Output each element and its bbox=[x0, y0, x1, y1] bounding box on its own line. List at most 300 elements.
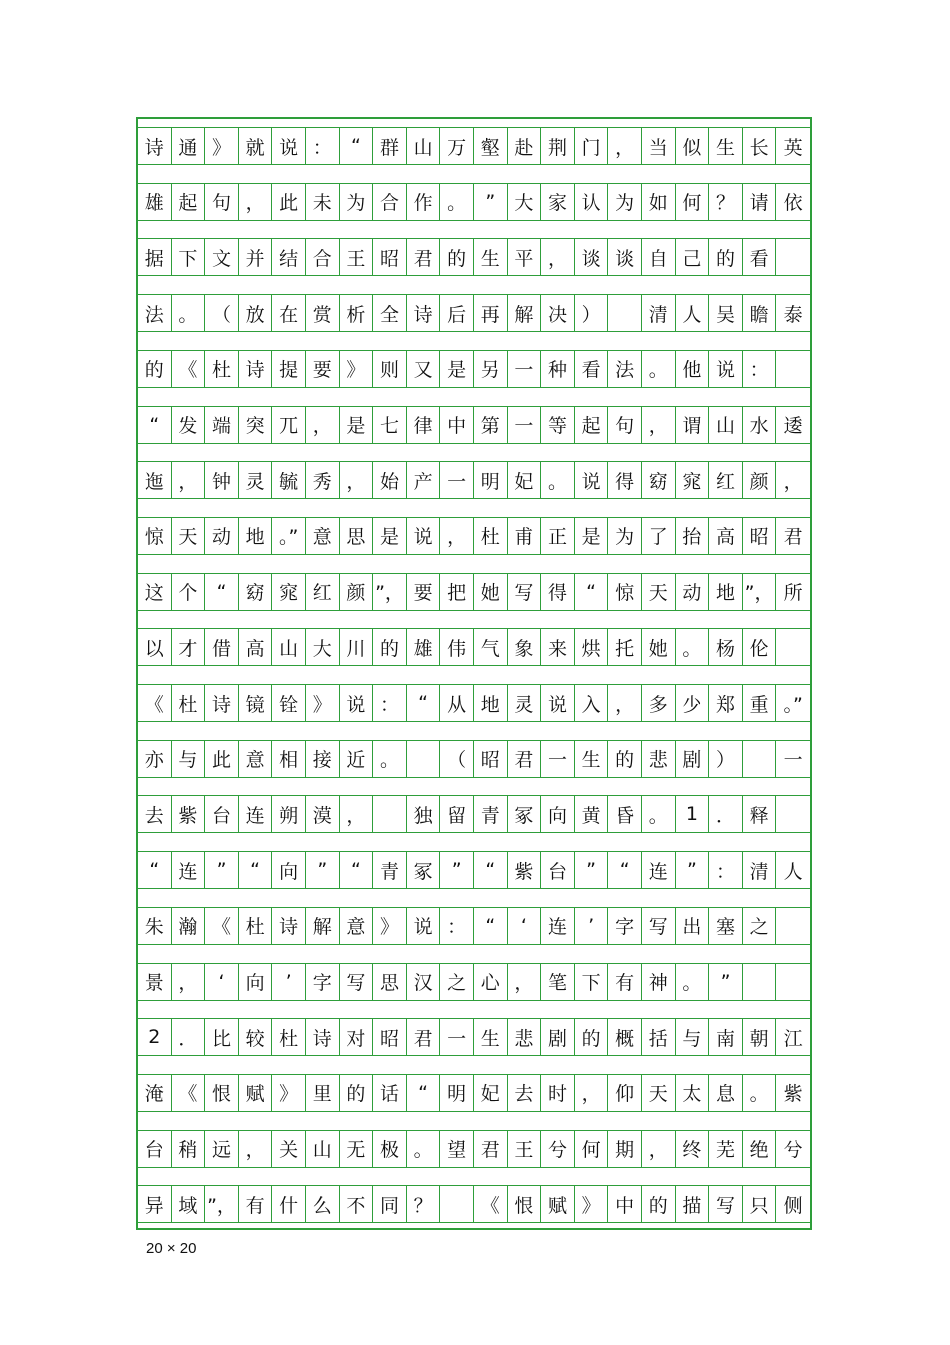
grid-cell: 瞻 bbox=[743, 294, 777, 332]
grid-row bbox=[138, 1130, 810, 1168]
grid-row bbox=[138, 1074, 810, 1112]
grid-cell: 。 bbox=[373, 740, 407, 778]
grid-cell: 解 bbox=[508, 294, 542, 332]
grid-cell: ： bbox=[709, 851, 743, 889]
grid-cell: 异 bbox=[138, 1185, 172, 1223]
grid-cell: 作 bbox=[407, 183, 441, 221]
grid-cell: 高 bbox=[709, 517, 743, 555]
grid-cell: 亦 bbox=[138, 740, 172, 778]
grid-cell: ， bbox=[172, 461, 206, 499]
grid-size-label: 20 × 20 bbox=[146, 1240, 197, 1257]
grid-row bbox=[138, 963, 810, 1001]
grid-row bbox=[138, 350, 810, 388]
grid-cell: 的 bbox=[575, 1018, 609, 1056]
grid-cell bbox=[776, 350, 810, 388]
grid-cell: 是 bbox=[440, 350, 474, 388]
grid-cell: ， bbox=[239, 183, 273, 221]
grid-cell: 所 bbox=[776, 573, 810, 611]
grid-cell: 大 bbox=[508, 183, 542, 221]
grid-cell: 天 bbox=[172, 517, 206, 555]
grid-cell: 明 bbox=[474, 461, 508, 499]
grid-cell: ． bbox=[709, 795, 743, 833]
grid-cell: 以 bbox=[138, 628, 172, 666]
grid-cell bbox=[743, 963, 777, 1001]
grid-cell: 景 bbox=[138, 963, 172, 1001]
grid-cell: 借 bbox=[205, 628, 239, 666]
grid-cell: 惊 bbox=[138, 517, 172, 555]
grid-cell: 何 bbox=[575, 1130, 609, 1168]
grid-cell: 长 bbox=[743, 127, 777, 165]
grid-cell: 什 bbox=[272, 1185, 306, 1223]
grid-cell: 气 bbox=[474, 628, 508, 666]
grid-cell: 兮 bbox=[776, 1130, 810, 1168]
grid-row bbox=[138, 127, 810, 165]
grid-cell: 话 bbox=[373, 1074, 407, 1112]
grid-cell: “ bbox=[138, 406, 172, 444]
grid-cell: 则 bbox=[373, 350, 407, 388]
grid-cell: 钟 bbox=[205, 461, 239, 499]
grid-cell: 全 bbox=[373, 294, 407, 332]
grid-cell: 王 bbox=[340, 238, 374, 276]
grid-cell: 较 bbox=[239, 1018, 273, 1056]
grid-cell: 后 bbox=[440, 294, 474, 332]
grid-cell: 么 bbox=[306, 1185, 340, 1223]
grid-cell: 川 bbox=[340, 628, 374, 666]
grid-cell: 伦 bbox=[743, 628, 777, 666]
grid-cell: 《 bbox=[138, 684, 172, 722]
grid-cell: 的 bbox=[373, 628, 407, 666]
grid-cell: 提 bbox=[272, 350, 306, 388]
grid-cell: ， bbox=[440, 517, 474, 555]
grid-cell: “ bbox=[575, 573, 609, 611]
grid-cell: 门 bbox=[575, 127, 609, 165]
grid-cell: 入 bbox=[575, 684, 609, 722]
grid-cell: 生 bbox=[474, 1018, 508, 1056]
grid-cell: 说 bbox=[709, 350, 743, 388]
grid-cell: 惊 bbox=[608, 573, 642, 611]
grid-cell: 恨 bbox=[205, 1074, 239, 1112]
grid-cell: 的 bbox=[709, 238, 743, 276]
grid-cell: 了 bbox=[642, 517, 676, 555]
grid-cell: 诗 bbox=[272, 907, 306, 945]
grid-cell: 人 bbox=[676, 294, 710, 332]
grid-cell: 君 bbox=[474, 1130, 508, 1168]
grid-cell: 结 bbox=[272, 238, 306, 276]
grid-cell: 产 bbox=[407, 461, 441, 499]
grid-cell: 的 bbox=[440, 238, 474, 276]
grid-cell: 之 bbox=[743, 907, 777, 945]
grid-cell: 妃 bbox=[474, 1074, 508, 1112]
grid-cell: ” bbox=[205, 851, 239, 889]
grid-cell: 法 bbox=[608, 350, 642, 388]
grid-cell: 《 bbox=[172, 1074, 206, 1112]
grid-cell: 括 bbox=[642, 1018, 676, 1056]
grid-cell: 一 bbox=[541, 740, 575, 778]
grid-cell: 冢 bbox=[508, 795, 542, 833]
grid-row bbox=[138, 628, 810, 666]
grid-cell: ” bbox=[440, 851, 474, 889]
grid-row bbox=[138, 684, 810, 722]
grid-cell: “ bbox=[205, 573, 239, 611]
grid-cell: “ bbox=[239, 851, 273, 889]
grid-cell: 谈 bbox=[575, 238, 609, 276]
grid-cell: 起 bbox=[172, 183, 206, 221]
grid-cell: 秀 bbox=[306, 461, 340, 499]
grid-cell: 不 bbox=[340, 1185, 374, 1223]
grid-cell: 君 bbox=[508, 740, 542, 778]
grid-cell: 》 bbox=[575, 1185, 609, 1223]
grid-cell: 句 bbox=[608, 406, 642, 444]
grid-cell: 天 bbox=[642, 1074, 676, 1112]
grid-cell: 要 bbox=[407, 573, 441, 611]
grid-cell: 只 bbox=[743, 1185, 777, 1223]
grid-cell: 向 bbox=[541, 795, 575, 833]
grid-cell: “ bbox=[340, 851, 374, 889]
grid-cell: 悲 bbox=[642, 740, 676, 778]
grid-cell: 依 bbox=[776, 183, 810, 221]
grid-cell: 正 bbox=[541, 517, 575, 555]
grid-cell: 昭 bbox=[743, 517, 777, 555]
grid-cell: 是 bbox=[373, 517, 407, 555]
grid-cell: 窕 bbox=[272, 573, 306, 611]
grid-cell: 留 bbox=[440, 795, 474, 833]
grid-cell: 比 bbox=[205, 1018, 239, 1056]
grid-cell: 相 bbox=[272, 740, 306, 778]
grid-cell: 烘 bbox=[575, 628, 609, 666]
grid-cell: 朝 bbox=[743, 1018, 777, 1056]
grid-cell bbox=[440, 1185, 474, 1223]
grid-cell: ， bbox=[306, 406, 340, 444]
grid-cell: 请 bbox=[743, 183, 777, 221]
grid-cell: 泰 bbox=[776, 294, 810, 332]
grid-cell: ‘ bbox=[508, 907, 542, 945]
grid-cell: 谓 bbox=[676, 406, 710, 444]
grid-cell: 何 bbox=[676, 183, 710, 221]
grid-cell: 剧 bbox=[676, 740, 710, 778]
grid-cell: 域 bbox=[172, 1185, 206, 1223]
grid-cell: 诗 bbox=[407, 294, 441, 332]
grid-cell: 昭 bbox=[373, 238, 407, 276]
grid-row bbox=[138, 795, 810, 833]
grid-cell: 无 bbox=[340, 1130, 374, 1168]
grid-cell: 独 bbox=[407, 795, 441, 833]
grid-cell: ， bbox=[642, 406, 676, 444]
grid-cell: 生 bbox=[709, 127, 743, 165]
grid-cell: 灵 bbox=[508, 684, 542, 722]
grid-cell: 期 bbox=[608, 1130, 642, 1168]
grid-cell: 是 bbox=[575, 517, 609, 555]
grid-cell: 山 bbox=[407, 127, 441, 165]
grid-cell: 君 bbox=[407, 238, 441, 276]
grid-cell: 毓 bbox=[272, 461, 306, 499]
grid-cell: 生 bbox=[474, 238, 508, 276]
grid-row bbox=[138, 406, 810, 444]
grid-cell: 说 bbox=[541, 684, 575, 722]
grid-cell: ？ bbox=[709, 183, 743, 221]
grid-cell: 时 bbox=[541, 1074, 575, 1112]
grid-cell: 杜 bbox=[172, 684, 206, 722]
grid-cell: ， bbox=[776, 461, 810, 499]
grid-cell: 》 bbox=[272, 1074, 306, 1112]
grid-cell: 汉 bbox=[407, 963, 441, 1001]
grid-cell: 再 bbox=[474, 294, 508, 332]
grid-cell: 他 bbox=[676, 350, 710, 388]
grid-cell: ： bbox=[440, 907, 474, 945]
grid-cell: 绝 bbox=[743, 1130, 777, 1168]
grid-cell: ” bbox=[306, 851, 340, 889]
grid-cell: 江 bbox=[776, 1018, 810, 1056]
grid-cell: 为 bbox=[340, 183, 374, 221]
grid-cell: 动 bbox=[205, 517, 239, 555]
grid-cell: 为 bbox=[608, 183, 642, 221]
grid-cell: 去 bbox=[508, 1074, 542, 1112]
grid-cell: 突 bbox=[239, 406, 273, 444]
grid-cell: 。 bbox=[642, 795, 676, 833]
grid-cell: “ bbox=[407, 684, 441, 722]
grid-cell: “ bbox=[474, 907, 508, 945]
grid-cell: ， bbox=[642, 1130, 676, 1168]
grid-cell: 迤 bbox=[138, 461, 172, 499]
grid-cell: “ bbox=[138, 851, 172, 889]
grid-cell: 南 bbox=[709, 1018, 743, 1056]
grid-cell: “ bbox=[407, 1074, 441, 1112]
grid-cell: 她 bbox=[474, 573, 508, 611]
grid-cell: 又 bbox=[407, 350, 441, 388]
grid-cell: 君 bbox=[407, 1018, 441, 1056]
grid-cell bbox=[743, 740, 777, 778]
grid-cell: 一 bbox=[440, 461, 474, 499]
grid-cell: 万 bbox=[440, 127, 474, 165]
grid-row bbox=[138, 1018, 810, 1056]
grid-cell: 种 bbox=[541, 350, 575, 388]
grid-cell: 心 bbox=[474, 963, 508, 1001]
grid-cell bbox=[608, 294, 642, 332]
grid-cell: 起 bbox=[575, 406, 609, 444]
grid-cell: （ bbox=[440, 740, 474, 778]
grid-cell: 昏 bbox=[608, 795, 642, 833]
grid-cell: 天 bbox=[642, 573, 676, 611]
grid-cell: 连 bbox=[239, 795, 273, 833]
grid-row bbox=[138, 183, 810, 221]
grid-cell: 向 bbox=[272, 851, 306, 889]
grid-cell: 。 bbox=[676, 628, 710, 666]
grid-cell: 镜 bbox=[239, 684, 273, 722]
grid-cell: 剧 bbox=[541, 1018, 575, 1056]
grid-cell: 关 bbox=[272, 1130, 306, 1168]
grid-cell: ， bbox=[508, 963, 542, 1001]
grid-cell: 杜 bbox=[239, 907, 273, 945]
grid-cell: 字 bbox=[306, 963, 340, 1001]
grid-cell: 一 bbox=[508, 406, 542, 444]
grid-cell: 连 bbox=[172, 851, 206, 889]
grid-cell: 远 bbox=[205, 1130, 239, 1168]
grid-cell: 释 bbox=[743, 795, 777, 833]
grid-cell: 动 bbox=[676, 573, 710, 611]
grid-row bbox=[138, 238, 810, 276]
grid-cell: 。 bbox=[743, 1074, 777, 1112]
grid-cell: 英 bbox=[776, 127, 810, 165]
grid-cell: 诗 bbox=[205, 684, 239, 722]
grid-cell: 思 bbox=[373, 963, 407, 1001]
grid-cell: 颜 bbox=[743, 461, 777, 499]
grid-cell: 中 bbox=[608, 1185, 642, 1223]
grid-cell: 雄 bbox=[138, 183, 172, 221]
grid-cell: 写 bbox=[508, 573, 542, 611]
grid-cell: 太 bbox=[676, 1074, 710, 1112]
grid-cell: 得 bbox=[608, 461, 642, 499]
grid-cell bbox=[776, 907, 810, 945]
grid-cell: 意 bbox=[340, 907, 374, 945]
grid-cell: 连 bbox=[541, 907, 575, 945]
grid-cell: 清 bbox=[743, 851, 777, 889]
grid-cell: 为 bbox=[608, 517, 642, 555]
grid-cell: 地 bbox=[239, 517, 273, 555]
grid-cell: 《 bbox=[172, 350, 206, 388]
grid-cell: 黄 bbox=[575, 795, 609, 833]
grid-cell: 与 bbox=[172, 740, 206, 778]
grid-cell bbox=[373, 795, 407, 833]
grid-row bbox=[138, 517, 810, 555]
grid-cell: 青 bbox=[373, 851, 407, 889]
grid-row bbox=[138, 1185, 810, 1223]
grid-cell: 文 bbox=[205, 238, 239, 276]
grid-cell: ？ bbox=[407, 1185, 441, 1223]
grid-cell: 高 bbox=[239, 628, 273, 666]
grid-cell: 。 bbox=[440, 183, 474, 221]
grid-cell: ， bbox=[340, 461, 374, 499]
grid-cell: 吴 bbox=[709, 294, 743, 332]
grid-cell: 向 bbox=[239, 963, 273, 1001]
grid-cell: 朔 bbox=[272, 795, 306, 833]
grid-cell: 句 bbox=[205, 183, 239, 221]
grid-cell: “ bbox=[608, 851, 642, 889]
grid-cell: 思 bbox=[340, 517, 374, 555]
grid-cell: 神 bbox=[642, 963, 676, 1001]
grid-cell: 近 bbox=[340, 740, 374, 778]
grid-cell: 要 bbox=[306, 350, 340, 388]
grid-cell: 赋 bbox=[541, 1185, 575, 1223]
grid-cell: 》 bbox=[205, 127, 239, 165]
grid-cell: 灵 bbox=[239, 461, 273, 499]
grid-cell: 。” bbox=[776, 684, 810, 722]
grid-cell: ”， bbox=[373, 573, 407, 611]
grid-cell: “ bbox=[340, 127, 374, 165]
grid-cell: 意 bbox=[306, 517, 340, 555]
grid-cell: 一 bbox=[508, 350, 542, 388]
grid-cell: 荆 bbox=[541, 127, 575, 165]
grid-cell: 杨 bbox=[709, 628, 743, 666]
grid-cell: 对 bbox=[340, 1018, 374, 1056]
grid-cell: 认 bbox=[575, 183, 609, 221]
grid-cell: 平 bbox=[508, 238, 542, 276]
grid-cell: 台 bbox=[205, 795, 239, 833]
grid-cell: 发 bbox=[172, 406, 206, 444]
grid-cell: 如 bbox=[642, 183, 676, 221]
grid-cell: 得 bbox=[541, 573, 575, 611]
grid-cell: 有 bbox=[239, 1185, 273, 1223]
grid-row bbox=[138, 907, 810, 945]
grid-cell: 稍 bbox=[172, 1130, 206, 1168]
grid-cell: 甫 bbox=[508, 517, 542, 555]
grid-cell: 2 bbox=[138, 1018, 172, 1056]
grid-cell: 侧 bbox=[776, 1185, 810, 1223]
grid-cell: 谈 bbox=[608, 238, 642, 276]
grid-cell: 杜 bbox=[272, 1018, 306, 1056]
grid-cell: ” bbox=[575, 851, 609, 889]
grid-cell: 重 bbox=[743, 684, 777, 722]
grid-cell: 接 bbox=[306, 740, 340, 778]
grid-cell: 台 bbox=[138, 1130, 172, 1168]
grid-row bbox=[138, 461, 810, 499]
grid-cell: 息 bbox=[709, 1074, 743, 1112]
grid-cell: 逶 bbox=[776, 406, 810, 444]
grid-cell: 地 bbox=[474, 684, 508, 722]
grid-cell: 多 bbox=[642, 684, 676, 722]
grid-cell: 的 bbox=[340, 1074, 374, 1112]
grid-cell: 台 bbox=[541, 851, 575, 889]
grid-cell: ’ bbox=[272, 963, 306, 1001]
grid-cell: 铨 bbox=[272, 684, 306, 722]
grid-cell: 红 bbox=[306, 573, 340, 611]
grid-cell: 1 bbox=[676, 795, 710, 833]
grid-cell: 仰 bbox=[608, 1074, 642, 1112]
grid-cell: 她 bbox=[642, 628, 676, 666]
grid-cell: 去 bbox=[138, 795, 172, 833]
grid-cell bbox=[776, 963, 810, 1001]
grid-cell: 清 bbox=[642, 294, 676, 332]
grid-cell: 赋 bbox=[239, 1074, 273, 1112]
grid-cell: “ bbox=[474, 851, 508, 889]
grid-cell: 妃 bbox=[508, 461, 542, 499]
grid-cell: ” bbox=[474, 183, 508, 221]
grid-cell: ” bbox=[676, 851, 710, 889]
grid-cell: 律 bbox=[407, 406, 441, 444]
grid-cell: 来 bbox=[541, 628, 575, 666]
grid-cell: 抬 bbox=[676, 517, 710, 555]
grid-cell: 下 bbox=[172, 238, 206, 276]
grid-cell: 托 bbox=[608, 628, 642, 666]
grid-cell: 昭 bbox=[373, 1018, 407, 1056]
grid-cell: 紫 bbox=[508, 851, 542, 889]
grid-cell: 里 bbox=[306, 1074, 340, 1112]
grid-cell: 才 bbox=[172, 628, 206, 666]
grid-cell: 昭 bbox=[474, 740, 508, 778]
grid-cell: 悲 bbox=[508, 1018, 542, 1056]
grid-cell: 一 bbox=[776, 740, 810, 778]
grid-cell: 。 bbox=[172, 294, 206, 332]
grid-cell: 写 bbox=[642, 907, 676, 945]
grid-cell: 地 bbox=[709, 573, 743, 611]
grid-cell: ： bbox=[743, 350, 777, 388]
grid-cell: ， bbox=[340, 795, 374, 833]
grid-cell: ， bbox=[608, 684, 642, 722]
grid-cell: 说 bbox=[575, 461, 609, 499]
grid-cell: 另 bbox=[474, 350, 508, 388]
grid-cell: 》 bbox=[306, 684, 340, 722]
grid-cell: 王 bbox=[508, 1130, 542, 1168]
grid-row bbox=[138, 294, 810, 332]
grid-cell: 字 bbox=[608, 907, 642, 945]
grid-cell: 大 bbox=[306, 628, 340, 666]
grid-cell: 说 bbox=[407, 907, 441, 945]
grid-cell: 把 bbox=[440, 573, 474, 611]
grid-cell: 并 bbox=[239, 238, 273, 276]
grid-cell: ： bbox=[306, 127, 340, 165]
grid-cell: 据 bbox=[138, 238, 172, 276]
grid-cell: 。 bbox=[541, 461, 575, 499]
grid-cell: 始 bbox=[373, 461, 407, 499]
grid-cell: 壑 bbox=[474, 127, 508, 165]
